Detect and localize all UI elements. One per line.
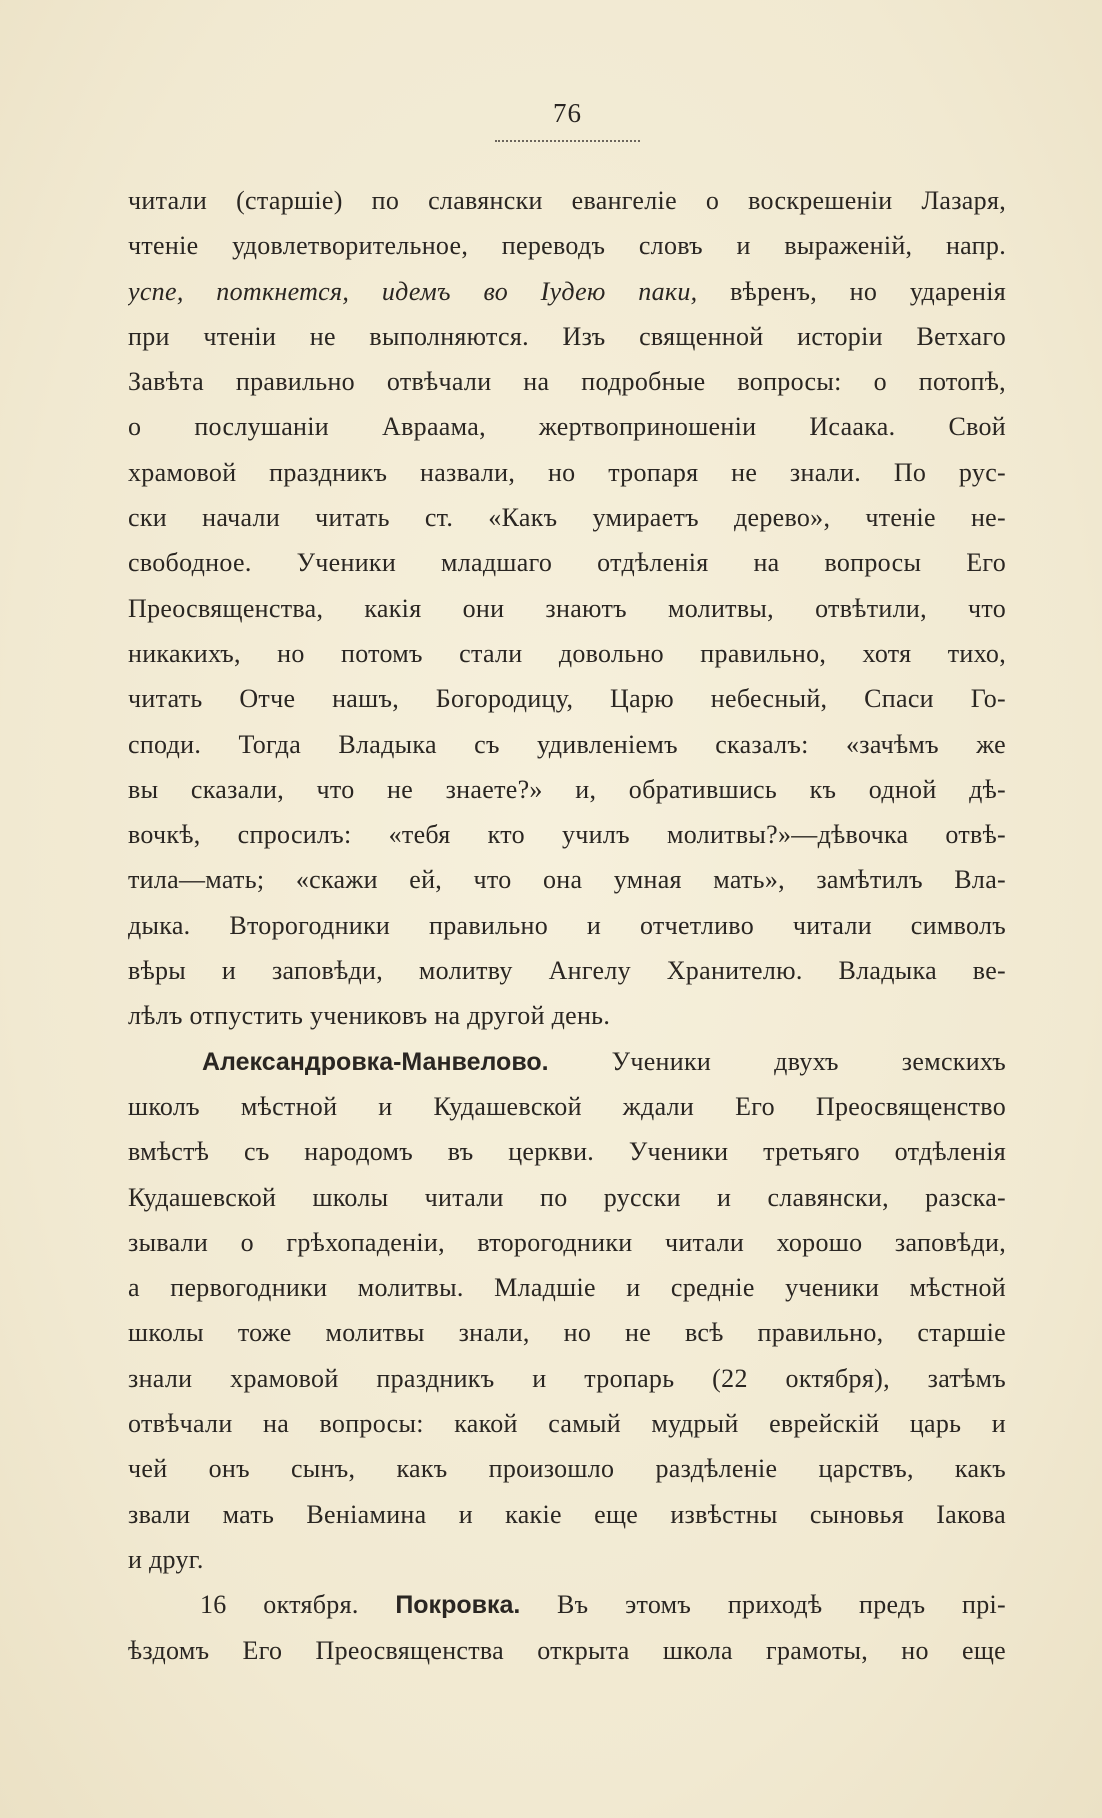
text-line: зывали о грѣхопаденіи, второгодники читали хорошо заповѣди,: [128, 1227, 1006, 1257]
text-line: лѣлъ отпустить учениковъ на другой день.: [128, 1001, 611, 1031]
italic-phrase: успе, поткнется, идемъ во Іудею паки,: [128, 276, 698, 306]
text-line: о послушаніи Авраама, жертвоприношеніи Исаака. Свой: [128, 412, 1006, 442]
text-line: споди. Тогда Владыка съ удивленіемъ сказалъ: «зачѣмъ же: [128, 729, 1006, 759]
text-line: тила—мать; «скажи ей, что она умная мать», замѣтилъ Вла-: [128, 865, 1006, 895]
text-line: никакихъ, но потомъ стали довольно правильно, хотя тихо,: [128, 638, 1006, 668]
text-span: Ученики двухъ земскихъ: [548, 1046, 1006, 1076]
text-line: чтеніе удовлетворительное, переводъ словъ и выраженій, напр.: [128, 231, 1006, 261]
text-line: Кудашевской школы читали по русски и славянски, разска-: [128, 1182, 1006, 1212]
text-span: вѣренъ, но ударенія: [697, 276, 1006, 306]
text-line: отвѣчали на вопросы: какой самый мудрый еврейскій царь и: [128, 1409, 1006, 1439]
text-line: Преосвященства, какія они знаютъ молитвы, отвѣтили, что: [128, 593, 1006, 623]
text-line: [128, 1039, 1006, 1084]
text-line: чей онъ сынъ, какъ произошло раздѣленіе царствъ, какъ: [128, 1454, 1006, 1484]
text-line: звали мать Веніамина и какіе еще извѣстны сыновья Іакова: [128, 1499, 1006, 1529]
place-heading: Покровка.: [395, 1591, 521, 1620]
text-line: вы сказали, что не знаете?» и, обратившись къ одной дѣ-: [128, 774, 1006, 804]
text-line: знали храмовой праздникъ и тропарь (22 октября), затѣмъ: [128, 1363, 1006, 1393]
text-line: вмѣстѣ съ народомъ въ церкви. Ученики третьяго отдѣленія: [128, 1137, 1006, 1167]
page-number: 76: [553, 98, 582, 128]
text-line: вѣры и заповѣди, молитву Ангелу Хранителю. Владыка ве-: [128, 956, 1006, 986]
date-text: 16 октября.: [200, 1590, 359, 1620]
text-line: школы тоже молитвы знали, но не всѣ правильно, старшіе: [128, 1318, 1006, 1348]
place-heading: Александровка-Манвелово.: [202, 1047, 549, 1076]
text-line: ски начали читать ст. «Какъ умираетъ дерево», чтеніе не-: [128, 503, 1006, 533]
text-line: читали (старшіе) по славянски евангеліе о воскрешеніи Лазаря,: [128, 186, 1006, 215]
text-line: дыка. Второгодники правильно и отчетливо читали символъ: [128, 910, 1006, 940]
text-span: Въ этомъ приходѣ предъ прі-: [520, 1590, 1006, 1620]
text-line: школъ мѣстной и Кудашевской ждали Его Преосвященство: [128, 1091, 1006, 1121]
text-line: свободное. Ученики младшаго отдѣленія на вопросы Его: [128, 548, 1006, 578]
text-line: [128, 269, 1006, 314]
page-number-rule: [495, 140, 640, 142]
text-line: читать Отче нашъ, Богородицу, Царю небесный, Спаси Го-: [128, 684, 1006, 714]
body-text: [128, 178, 1006, 1673]
text-line: при чтеніи не выполняются. Изъ священной исторіи Ветхаго: [128, 321, 1006, 351]
text-line: вочкѣ, спросилъ: «тебя кто училъ молитвы?»—дѣвочка отвѣ-: [128, 820, 1006, 850]
text-line: храмовой праздникъ назвали, но тропаря не знали. По рус-: [128, 457, 1006, 487]
text-line: а первогодники молитвы. Младшіе и средніе ученики мѣстной: [128, 1273, 1006, 1303]
text-line: и друг.: [128, 1544, 204, 1574]
text-line: ѣздомъ Его Преосвященства открыта школа грамоты, но еще: [128, 1635, 1006, 1665]
text-line: [128, 1582, 1006, 1627]
text-line: Завѣта правильно отвѣчали на подробные вопросы: о потопѣ,: [128, 367, 1006, 397]
